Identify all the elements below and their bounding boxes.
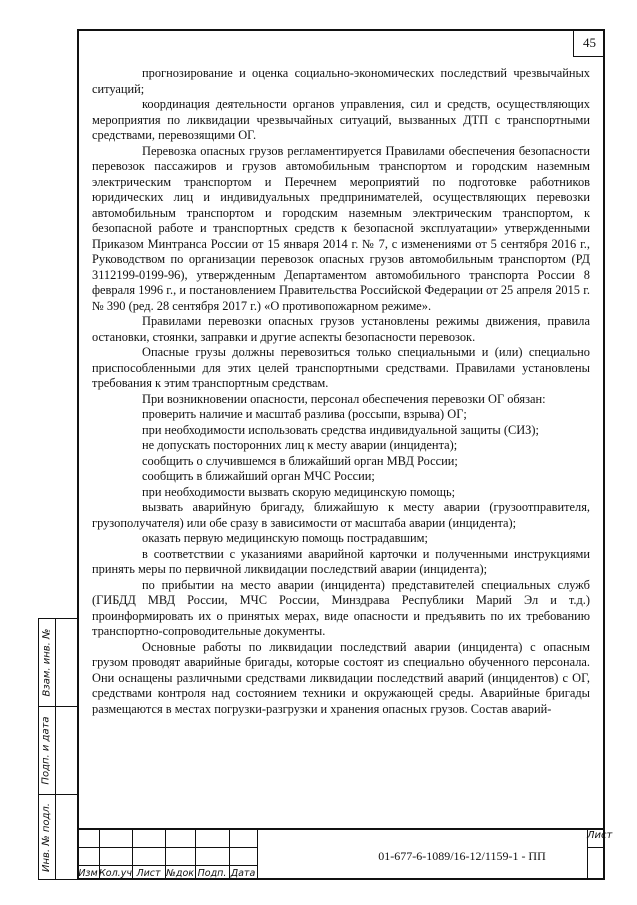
stamp-col-data: Дата <box>230 868 256 879</box>
label-inv-original: Инв. № подл. <box>41 803 52 872</box>
stamp-col-podp: Подп. <box>197 868 227 879</box>
body-text <box>92 66 590 717</box>
paragraph: прогнозирование и оценка социально-экономических последствий чрезвычайных ситуаций; <box>92 66 590 96</box>
sheet-label: Лист <box>587 830 613 841</box>
paragraph: в соответствии с указаниями аварийной карточки и полученными инструкциями принять меры по первичной ликвидации последствий аварии (инцидента); <box>92 546 590 576</box>
paragraph: При возникновении опасности, персонал обеспечения перевозки ОГ обязан: <box>142 391 546 406</box>
left-side-stamp <box>38 618 77 880</box>
label-sign-date: Подп. и дата <box>41 716 52 785</box>
paragraph: координация деятельности органов управления, сил и средств, осуществляющих мероприятия по ликвидации чрезвычайных ситуаций, вызванных ДТП с транспортными средствами, перевозящими ОГ. <box>92 97 590 142</box>
stamp-col-izm: Изм <box>78 868 98 879</box>
document-code: 01-677-6-1089/16-12/1159-1 - ПП <box>378 848 546 863</box>
paragraph: Перевозка опасных грузов регламентируется Правилами обеспечения безопасности перевозок пассажиров и грузов автомобильным транспортом и городским наземным электрическим транспортом и Перечнем мероприятий по подготовке работников юридических лиц и индивидуальных предпринимателей, осуществляющих перевозки автомобильным транспортом и городским наземным электрическим транспортом, к безопасной работе и транспортных средств к безопасной эксплуатации» утвержденными Приказом Минтранса России от 15 января 2014 г. № 7, с изменениями от 5 сентября 2016 г., Руководством по организации перевозок опасных грузов автомобильным транспортом (РД 3112199-0199-96), утвержденным Департаментом автомобильного транспорта России 8 февраля 1996 г., и постановлением Правительства Российской Федерации от 25 апреля 2015 г. № 390 (ред. 28 сентября 2017 г.) «О противопожарном режиме». <box>92 143 590 313</box>
paragraph: сообщить в ближайший орган МЧС России; <box>142 469 375 483</box>
paragraph: Правилами перевозки опасных грузов установлены режимы движения, правила остановки, стоянки, заправки и другие аспекты безопасности перевозок. <box>92 314 590 344</box>
paragraph: Опасные грузы должны перевозиться только специальными и (или) специально приспособленными для этих целей транспортными средствами. Правилами установлены требования к этим транспортным средствам. <box>92 345 590 390</box>
page-number: 45 <box>573 29 605 57</box>
paragraph: не допускать посторонних лиц к месту аварии (инцидента); <box>142 438 458 452</box>
paragraph: сообщить о случившемся в ближайший орган МВД России; <box>142 453 458 468</box>
left-strip-cell-replace <box>38 618 77 706</box>
label-replaced-inv: Взам. инв. № <box>41 628 52 697</box>
title-block <box>77 828 613 880</box>
left-strip-cell-inv <box>38 794 77 880</box>
paragraph: Основные работы по ликвидации последствий аварии (инцидента) с опасным грузом проводят аварийные бригады, которые состоят из специально обученного персонала. Они оснащены различными средствами ликвидации последствий аварий (инцидентов) с ОГ, средствами контроля над состоянием техники и окружающей среды. Аварийные бригады размещаются в местах погрузки-разгрузки и хранения опасных грузов. Состав аварий- <box>92 639 590 716</box>
paragraph: оказать первую медицинскую помощь пострадавшим; <box>142 531 428 545</box>
paragraph: при необходимости вызвать скорую медицинскую помощь; <box>142 484 456 499</box>
paragraph: проверить наличие и масштаб разлива (россыпи, взрыва) ОГ; <box>142 407 467 421</box>
stamp-col-kol-uch: Кол.уч <box>99 868 132 879</box>
left-strip-cell-sign <box>38 706 77 794</box>
paragraph: при необходимости использовать средства индивидуальной защиты (СИЗ); <box>142 422 539 437</box>
stamp-col-ndok: №док <box>166 868 194 879</box>
paragraph: вызвать аварийную бригаду, ближайшую к месту аварии (грузоотправителя, грузополучателя) или обе сразу в зависимости от масштаба аварии (инцидента); <box>92 500 590 530</box>
stamp-col-list: Лист <box>136 868 161 879</box>
paragraph: по прибытии на место аварии (инцидента) представителей специальных служб (ГИБДД МВД России, МЧС России, Минздрава Республики Марий Эл и т.д.) проинформировать их о принятых мерах, виде опасности и предъявить по их требованию транспортно-сопроводительные документы. <box>92 577 590 638</box>
